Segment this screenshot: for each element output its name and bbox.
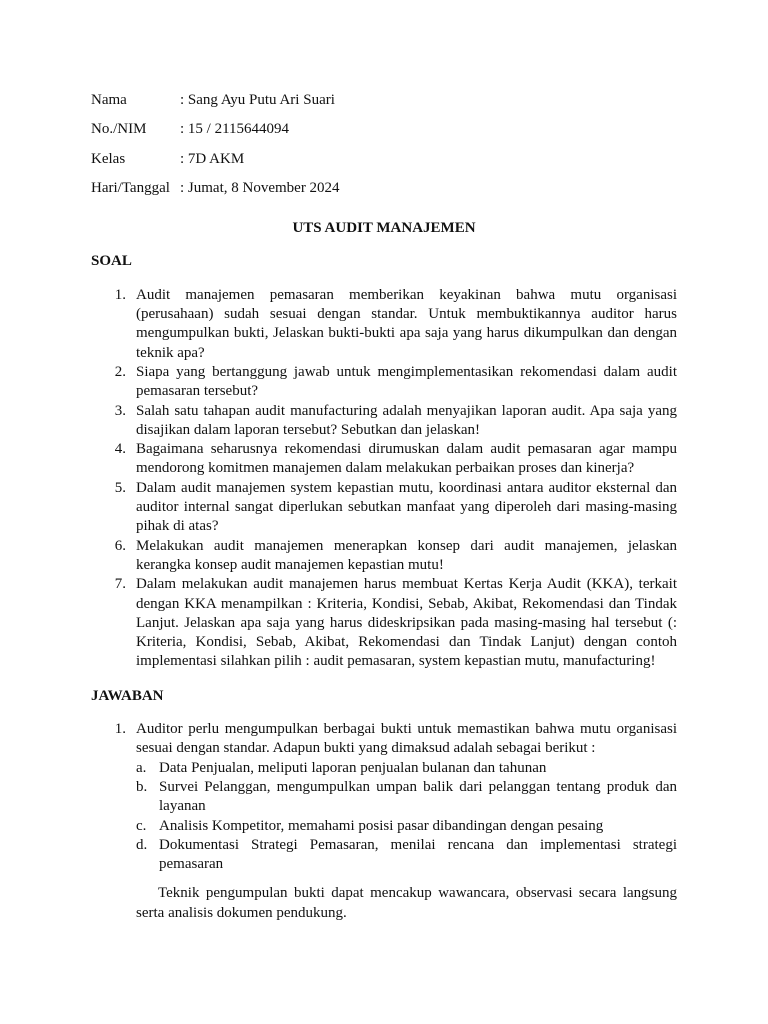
list-item: [91, 363, 677, 402]
item-text: Survei Pelanggan, mengumpulkan umpan balik dari pelanggan tentang produk dan layanan: [159, 778, 677, 815]
evidence-list: [136, 759, 677, 875]
item-letter: a.: [136, 759, 147, 776]
item-number: 2.: [114, 363, 126, 380]
item-number: 3.: [114, 402, 126, 419]
item-number: 1.: [114, 721, 126, 738]
item-number: 4.: [114, 441, 126, 458]
item-number: 7.: [114, 576, 126, 593]
info-value: : Sang Ayu Putu Ari Suari: [180, 92, 335, 108]
list-item: [91, 479, 677, 537]
item-text: Dalam melakukan audit manajemen harus membuat Kertas Kerja Audit (KKA), terkait dengan KKA menampilkan : Kriteria, Kondisi, Sebab, Akibat, Rekomendasi dan Tindak Lanjut. Jelaskan apa saja yang harus dideskripsikan pada masing-masing hal tersebut (: Kriteria, Kondisi, Sebab, Akibat, Rekomendasi dan Tindak Lanjut) dengan contoh implementasi silahkan pilih : audit pemasaran, system kepastian mutu, manufacturing!: [136, 576, 677, 670]
item-text: Dokumentasi Strategi Pemasaran, menilai rencana dan implementasi strategi pemasaran: [159, 836, 677, 873]
student-info: [91, 91, 677, 208]
soal-list: [91, 286, 677, 672]
item-number: 6.: [114, 537, 126, 554]
list-item: [91, 402, 677, 441]
jawaban-heading: JAWABAN: [91, 687, 164, 704]
list-item: [91, 575, 677, 671]
answer-body: [136, 720, 677, 923]
info-value: : 7D AKM: [180, 150, 245, 167]
info-label: Nama: [91, 92, 127, 108]
list-item: [136, 759, 677, 778]
info-value: : Jumat, 8 November 2024: [180, 179, 340, 196]
item-text: Audit manajemen pemasaran memberikan keyakinan bahwa mutu organisasi (perusahaan) sudah sesuai dengan standar. Untuk membuktikannya auditor harus mengumpulkan bukti, Jelaskan bukti-bukti apa saja yang harus dikumpulkan dan dengan teknik apa?: [136, 286, 677, 361]
list-item: [136, 836, 677, 875]
list-item: [91, 537, 677, 576]
info-row-nim: [91, 120, 677, 149]
item-text: Melakukan audit manajemen menerapkan konsep dari audit manajemen, jelaskan kerangka konsep audit manajemen kepastian mutu!: [136, 537, 677, 573]
info-row-tanggal: [91, 179, 677, 208]
item-number: 1.: [114, 286, 126, 303]
document-page: [91, 91, 677, 923]
item-number: 5.: [114, 479, 126, 496]
list-item: [91, 440, 677, 479]
info-label: Hari/Tanggal: [91, 179, 170, 196]
document-title: UTS AUDIT MANAJEMEN: [292, 220, 476, 237]
item-text: Bagaimana seharusnya rekomendasi dirumuskan dalam audit pemasaran agar mampu mendorong komitmen manajemen dalam melakukan perbaikan proses dan kinerja?: [136, 441, 677, 477]
info-row-nama: [91, 91, 677, 120]
answer-closing: Teknik pengumpulan bukti dapat mencakup wawancara, observasi secara langsung serta analisis dokumen pendukung.: [136, 885, 677, 921]
item-letter: c.: [136, 817, 147, 834]
soal-heading: SOAL: [91, 253, 132, 270]
item-text: Dalam audit manajemen system kepastian mutu, koordinasi antara auditor eksternal dan auditor internal sangat diperlukan sebutkan manfaat yang diperoleh dari masing-masing pihak di atas?: [136, 479, 677, 535]
list-item: [91, 286, 677, 363]
item-text: Salah satu tahapan audit manufacturing adalah menyajikan laporan audit. Apa saja yang disajikan dalam laporan tersebut? Sebutkan dan jelaskan!: [136, 402, 677, 438]
item-text: Data Penjualan, meliputi laporan penjualan bulanan dan tahunan: [159, 759, 547, 776]
item-letter: d.: [136, 836, 148, 853]
list-item: [91, 720, 677, 923]
item-text: Analisis Kompetitor, memahami posisi pasar dibandingan dengan pesaing: [159, 817, 604, 834]
item-letter: b.: [136, 778, 148, 795]
item-text: Siapa yang bertanggung jawab untuk mengimplementasikan rekomendasi dalam audit pemasaran tersebut?: [136, 363, 677, 400]
list-item: [136, 778, 677, 817]
info-label: No./NIM: [91, 121, 147, 138]
info-value: : 15 / 2115644094: [180, 121, 290, 138]
list-item: [136, 817, 677, 836]
jawaban-list: [91, 720, 677, 923]
answer-intro: Auditor perlu mengumpulkan berbagai bukti untuk memastikan bahwa mutu organisasi sesuai dengan standar. Adapun bukti yang dimaksud adalah sebagai berikut :: [136, 721, 677, 757]
info-row-kelas: [91, 150, 677, 179]
info-label: Kelas: [91, 150, 126, 167]
